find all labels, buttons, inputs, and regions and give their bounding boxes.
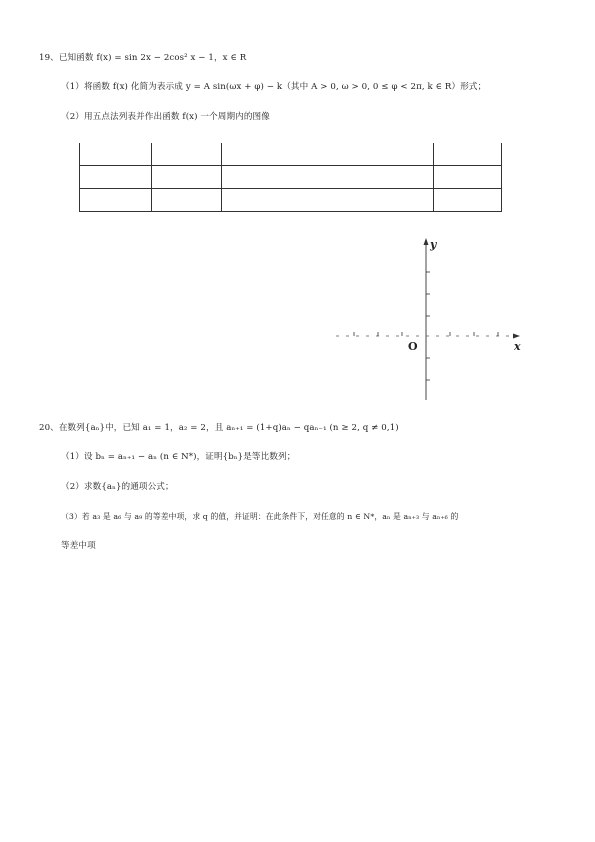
table-cell bbox=[222, 189, 434, 212]
five-point-table bbox=[79, 143, 502, 212]
table-cell bbox=[434, 189, 502, 212]
y-axis-ticks bbox=[426, 272, 430, 380]
table-cell bbox=[80, 166, 152, 189]
problem-20-number: 20、 bbox=[39, 423, 59, 433]
table-row bbox=[80, 166, 502, 189]
table-row bbox=[80, 143, 502, 166]
table-cell bbox=[434, 166, 502, 189]
problem-20-stem: 在数列{aₙ}中，已知 a₁ = 1，a₂ = 2，且 aₙ₊₁ = (1+q)aₙ − qaₙ₋₁ (n ≥ 2, q ≠ 0,1) bbox=[58, 423, 399, 433]
table-cell bbox=[222, 143, 434, 166]
table-cell bbox=[434, 143, 502, 166]
table-cell bbox=[152, 166, 222, 189]
problem-19-part-2: （2）用五点法列表并作出函数 f(x) 一个周期内的图像 bbox=[61, 112, 270, 122]
coordinate-axes bbox=[330, 232, 530, 404]
table-cell bbox=[152, 143, 222, 166]
table-row bbox=[80, 189, 502, 212]
problem-20-part-3-line-2: 等差中项 bbox=[61, 541, 96, 551]
table-cell bbox=[80, 143, 152, 166]
problem-20-part-2: （2）求数{aₙ}的通项公式； bbox=[61, 482, 174, 492]
table-cell bbox=[152, 189, 222, 212]
y-axis-label: y bbox=[430, 238, 437, 251]
x-axis-arrow bbox=[513, 334, 520, 339]
x-axis-label: x bbox=[514, 340, 521, 353]
y-axis-arrow bbox=[424, 238, 429, 245]
problem-19-stem-line bbox=[39, 52, 246, 64]
table-cell bbox=[222, 166, 434, 189]
problem-20-part-3-line-1: （3）若 a₃ 是 a₆ 与 a₉ 的等差中项，求 q 的值，并证明：在此条件下，对任意的 n ∈ N*，aₙ 是 aₙ₊₃ 与 aₙ₊₆ 的 bbox=[61, 512, 459, 521]
problem-19-number: 19、 bbox=[39, 53, 59, 63]
table-cell bbox=[80, 189, 152, 212]
problem-20-part-1: （1）设 bₙ = aₙ₊₁ − aₙ (n ∈ N*)，证明{bₙ}是等比数列； bbox=[61, 452, 296, 462]
problem-19-part-1: （1）将函数 f(x) 化简为表示成 y = A sin(ωx + φ) − k（其中 A > 0, ω > 0, 0 ≤ φ < 2π, k ∈ R）形式； bbox=[61, 82, 487, 92]
problem-20-stem-line bbox=[39, 422, 399, 434]
problem-19-stem: 已知函数 f(x) = sin 2x − 2cos² x − 1，x ∈ R bbox=[58, 53, 247, 63]
origin-label: O bbox=[408, 340, 418, 353]
